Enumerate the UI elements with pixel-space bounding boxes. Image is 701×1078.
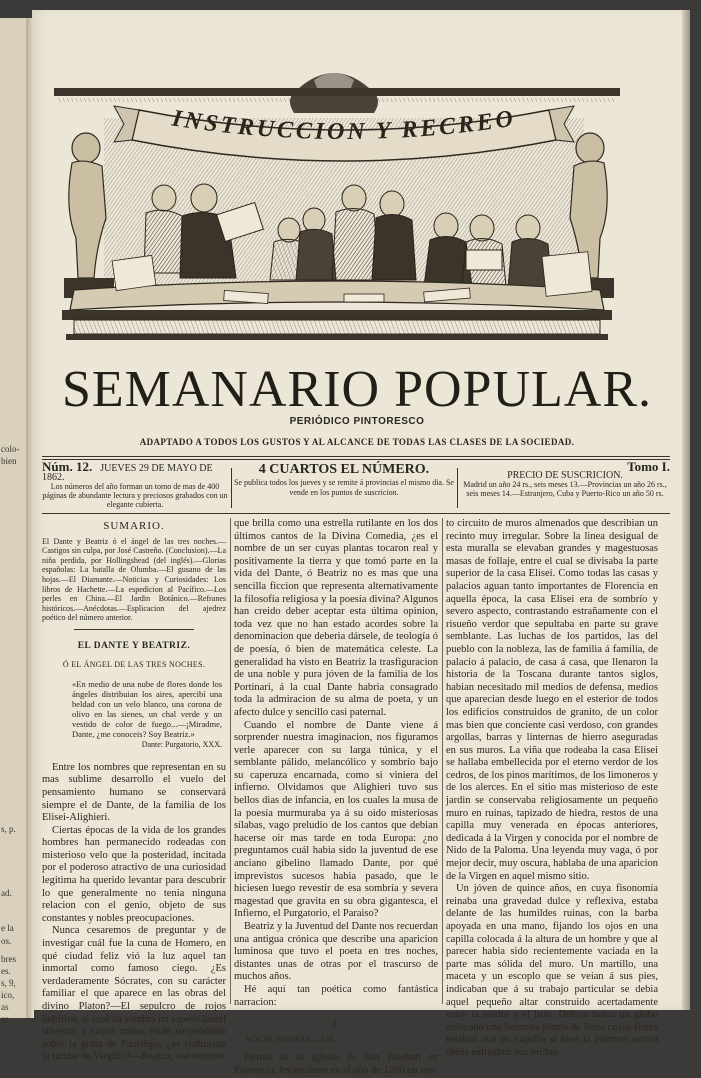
epigraph: «En medio de una nube de flores donde los ángeles distribuian los aires, apercibí una beldad con un velo blanco, una corona de olivo en las sienes, un chal verde y un vestido de color de fuego...—¡Miradme, Dante, ¿me conoceis? Soy Beatriz.» [72, 679, 222, 740]
article-subtitle: Ó EL ÁNGEL DE LAS TRES NOCHES. [62, 659, 206, 669]
sumario-title: SUMARIO. [103, 520, 165, 532]
fragment: ico, [1, 990, 15, 1000]
issue-price: 4 CUARTOS EL NÚMERO. [258, 462, 430, 477]
issue-info-center [234, 462, 454, 498]
newspaper-title: SEMANARIO POPULAR. [61, 361, 653, 418]
fragment: bien [1, 456, 17, 466]
section-rule [74, 629, 194, 630]
fragment: es. [1, 966, 11, 976]
section-subtitle: NOCHE PRIMERA.—128... [246, 1034, 340, 1044]
volume-number: Tomo I. [627, 459, 670, 474]
paragraph: Entre los nombres que representan en su mas sublime desarrollo el vuelo del pensamiento humano se conservará siempre el de Dante, de la familia de los Elisei-Alighieri. [42, 761, 226, 824]
column-2 [234, 518, 438, 1078]
epigraph-source: Dante: Purgatorio, XXX. [141, 740, 222, 750]
paragraph: Beatriz y la Juventud del Dante nos recuerdan una antigua crónica que describe una aparicion luminosa que tuvo el poeta en tres noches, distantes unas de otras por el trascurso de muchos años. [234, 921, 438, 983]
header-rule-bottom [42, 513, 670, 514]
sumario-text: El Dante y Beatriz ó el ángel de las tres noches.—Castigos sin culpa, por José Castreño. (Conclusion).—La niña perdida, por Hollingshead (del inglés).—Glorias españolas: La batalla de Olumba.—El gusano de las hojas.—El Diamante.—Noticias y Curiosidades: Los libros de Hachette.—La espedicion al Pacífico.—Los perles en China.—El Jardin Botánico.—Refranes históricos.—Anécdotas.—Esplicacion del ajedrez poético del número anterior. [42, 536, 226, 623]
issue-info-right [460, 459, 670, 498]
paragraph: Hé aquí tan poética como fantástica narracion: [234, 983, 438, 1008]
fragment: bres [1, 954, 16, 964]
fragment: e la [1, 923, 14, 933]
column-1 [42, 518, 226, 1064]
header-rule-top-2 [42, 459, 670, 460]
fragment: er. [1, 1014, 10, 1024]
fragment: ad. [1, 888, 12, 898]
fragment: colo- [1, 444, 20, 454]
newspaper-page [32, 10, 682, 1076]
newspaper-tagline: ADAPTADO A TODOS LOS GUSTOS Y AL ALCANCE DE TODAS LAS CLASES DE LA SOCIEDAD. [139, 437, 575, 447]
paragraph: Ciertas épocas de la vida de los grandes hombres han permanecido rodeadas con misterioso velo que la posteridad, incitada por el poderoso atractivo de una curiosidad legítima ha querido levantar para descubrir lo que generalmente no tenia ninguna relacion con el genio, objeto de sus constantes y nobles preocupaciones. [42, 824, 226, 924]
masthead-engraving [44, 58, 630, 348]
issue-date: JUEVES 29 DE MAYO DE 1862. [42, 463, 213, 483]
paragraph: Nunca cesaremos de preguntar y de investigar cuál fue la cuna de Homero, en qué ciudad feliz vió la luz aquel tan inmortal como famoso ciego. ¿Es verdaderamente Sócrates, con su carácter familiar el que aparece en las obras del divino Platon?—El sepulcro de rojos ladrillos, al cual da sombra un espeso laurel silvestre y cuyas ruinas están suspendidas sobre la gruta de Pausilipo, ¿es realmente la tumba de Virgilio?—Beatriz, ese nombre [42, 925, 226, 1063]
banner-text: INSTRUCCION Y RECREO [170, 105, 518, 146]
paragraph: Detrás de la iglesia de San Estéban en Florencia, levantábase en el año de 1280 un vas- [234, 1052, 438, 1076]
fragment: os. [1, 936, 12, 946]
column-divider [442, 518, 443, 1004]
subscription-prices: Madrid un año 24 rs., seis meses 13.—Provincias un año 26 rs., seis meses 14.—Estranjero, Cuba y Puerto-Rico un año 50 rs. [463, 480, 667, 498]
column-divider [230, 518, 231, 1004]
page-edge [682, 10, 690, 1010]
section-number: I. [332, 1017, 340, 1030]
issue-info-left [42, 459, 228, 509]
publication-note: Se publica todos los jueves y se remite á provincias el mismo dia. Se vende en los puntos de suscricion. [234, 478, 454, 497]
paragraph: Un jóven de quince años, en cuya fisonomía reinaba una gravedad dulce y reflexiva, estaba delante de las humildes ruinas, con la barba apoyada en una mano, fijando los ojos en una capilla colocada á la altura de un hombre y que al parecer habia sido recientemente vaciada en la parte mas sólida del muro. Un martillo, una maceta y un escoplo que se veian á sus pies, indicaban que á su trabajo particular se debia aquel pequeño altar construido acertadamente entre la hiedra y el lirio. Debajo habia un globo colocado una hermosa planta de lirios cuyas flores estaban aun en capullo si bien la primera aurora debia entreabrir sus brillan- [446, 883, 658, 1058]
subscription-title: PRECIO DE SUSCRICION. [507, 470, 623, 481]
issue-info-bar [42, 459, 670, 512]
issue-number: Núm. 12. [42, 459, 93, 474]
info-divider [457, 468, 458, 508]
paragraph: Cuando el nombre de Dante viene á sorprender nuestra imaginacion, nos figuramos verle aparecer con su larga túnica, y el semblante pálido, melancólico y sombrío bajo su caperuza encarnada, como si viniera del infierno. Olvidamos que Alighieri tuvo sus bellos dias de infancia, en los cuales la musa de la poesía murmuraba ya á su oido misteriosas sílabas, vago preludio de los cantos que debian hacerse oir mas tarde en toda Europa: ¿no preguntamos cuál habia sido la juventud de ese anciano gibelino llamado Dante, por qué imprevistos sucesos habia pasado, que le hiciesen luego revestir de esa sombría y severa magestad que gravita en su obra gigantesca, el Infierno, el Purgatorio, el Paraiso? [234, 719, 438, 920]
paragraph: to circuito de muros almenados que describian un recinto muy irregular. Sobre la linea desigual de esta muralla se elevaban grandes y magestuosas masas de follaje, entre el cual se divisaba la parte superior de la casa Elisei. Como todas las casas y palacios aguan tanto importantes de Florencia en aquella época, la casa Elisei era de sombrío y severo aspecto, contrastando estrañamente con el risueño verdor que sepultaba en parte su grave semblante. Las luchas de los partidos, las del pueblo con la nobleza, las de familia á familia, de palacio á palacio, de casa á casa, que llenaron la historia de la Toscana durante tantos siglos, habian necesitado mil medios de defensa, medios que aparecian desde luego en el esterior de todos los edificios construidos de granito, de un color mas bien que conciente casi verdoso, con grandes argollas, barras y linternas de hierro aseguradas en sus muros. La viña que rodeaba la casa Elisei se hallaba embellecida por el eterno verdor de los cedros, de los pinos marítimos, de los limoneros y de los alerces. En el sitio mas misterioso de este jardin se conservaba religiosamente un pequeño muro en ruinas, tapizado de hiedra, restos de una capilla muy venerada en épocas anteriores, dedicada á la Virgen y conocida por el nombre de Nido de la Paloma. Una leyenda muy vaga, ó por mejor decir, muy oscura, hablaba de una aparicion de la Virgen en aquel mismo sitio. [446, 518, 658, 882]
fragment: s, 9, [1, 978, 16, 988]
fragment: s, p. [1, 824, 16, 834]
info-divider [231, 468, 232, 508]
issue-note: Los números del año forman un tomo de mas de 400 páginas de abundante lectura y preciosos grabados con un elegante cubierta. [42, 482, 228, 509]
paragraph: que brilla como una estrella rutilante en los dos últimos cantos de la Divina Comedia, ¿es el nombre de un ser cuyas plantas tocaron real y positivamente la tierra y que tomó parte en la vida del Dante, ó Beatriz no es mas que una sencilla ficcion que representa alternativamente la filosofía religiosa y la poesía divina? Algunos han creido deber aceptar esta última opinion, toda vez que no han estado acordes sobre la denominacion que deberia dársele, de teología ó de poesía, ó bien de matemática celeste. La generalidad ha visto en Beatriz la trasfiguracion de una noble y pura jóven de la familia de los Portinari, á la cual Dante habria consagrado toda la admiracion de su alma de poeta, y un afecto dulce y sencillo casi paternal. [234, 518, 438, 718]
newspaper-subtitle: PERIÓDICO PINTORESCO [289, 416, 425, 427]
column-3 [446, 518, 658, 1060]
article-title: EL DANTE Y BEATRIZ. [77, 640, 191, 651]
header-rule-top [42, 456, 670, 457]
fragment: as [1, 1002, 9, 1012]
